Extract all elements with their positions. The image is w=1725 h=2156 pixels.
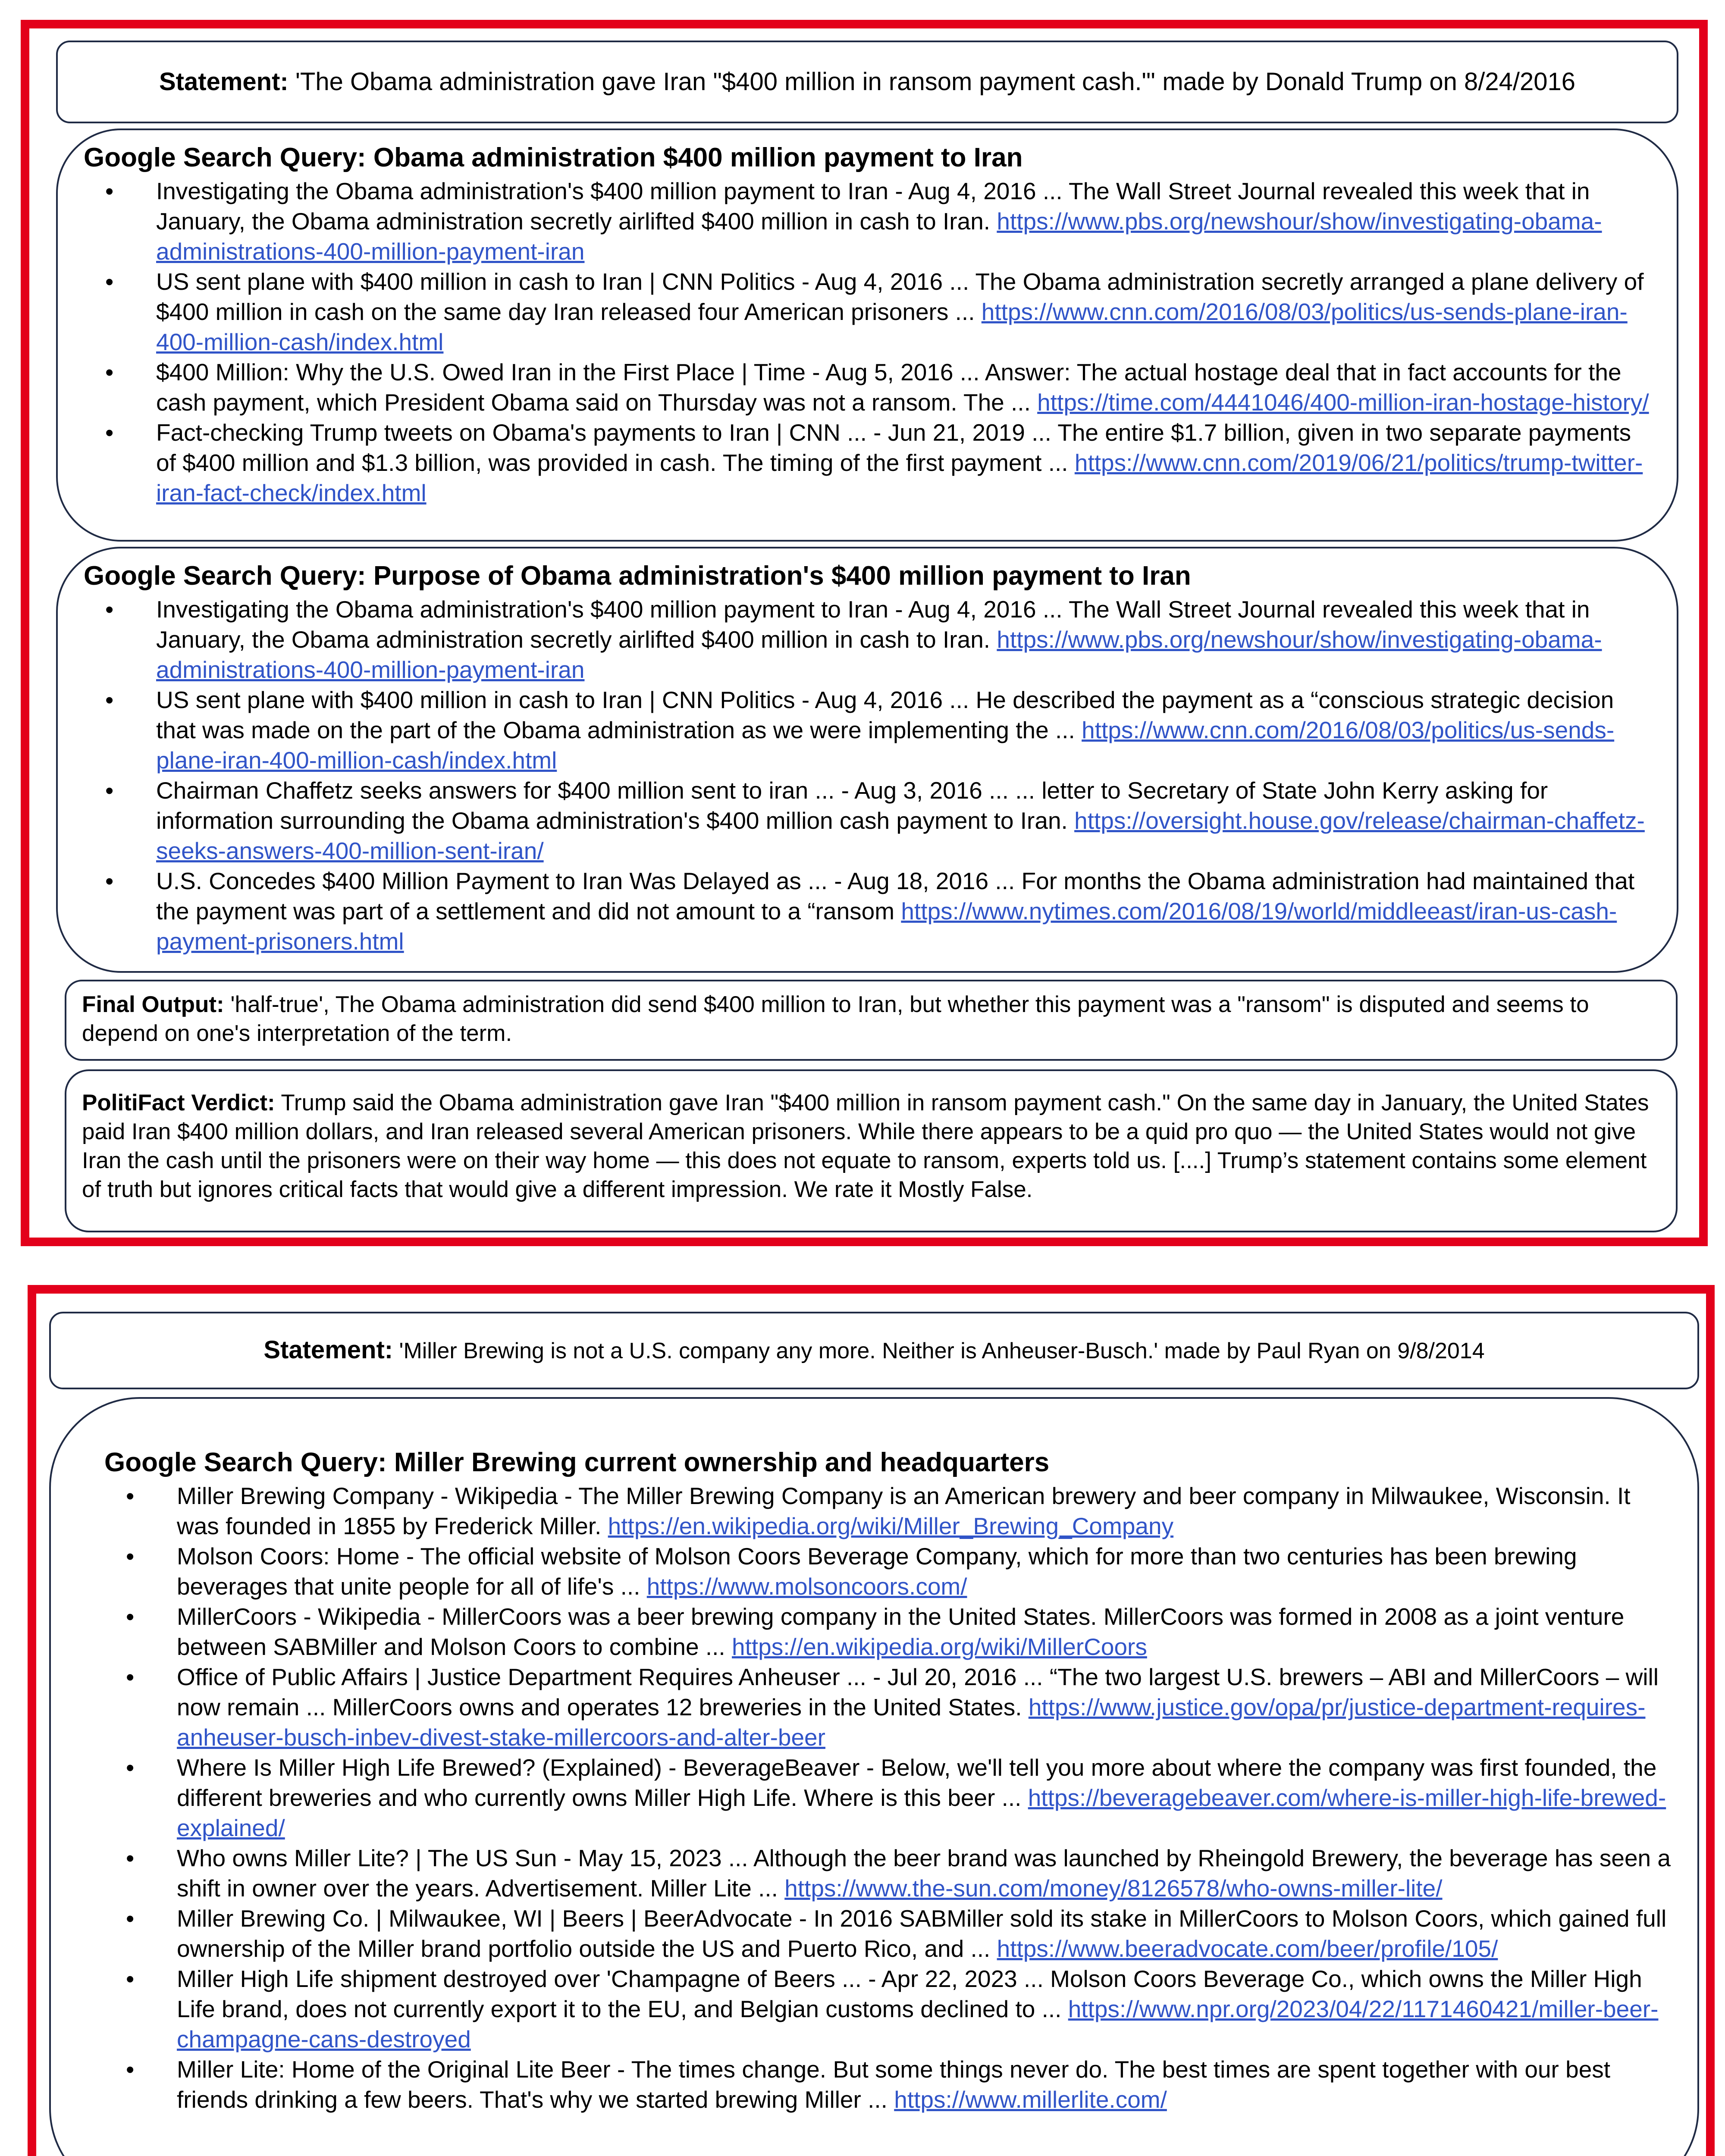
search-result bbox=[104, 2054, 1672, 2115]
result-snippet: Office of Public Affairs | Justice Department Requires Anheuser ... - Jul 20, 2016 ... “The two largest U.S. brewers – ABI and MillerCoors – will now remain ... MillerCoors owns and operates 12 breweries in the United States. bbox=[177, 1664, 1659, 1720]
statement-label: Statement: bbox=[263, 1336, 393, 1364]
result-link[interactable]: https://www.molsoncoors.com/ bbox=[646, 1573, 967, 1600]
search-result bbox=[84, 685, 1651, 775]
search-result bbox=[84, 176, 1651, 266]
bullet-icon: • bbox=[105, 686, 114, 713]
search-result bbox=[104, 1601, 1672, 1662]
bullet-icon: • bbox=[105, 268, 114, 295]
bullet-icon: • bbox=[126, 1754, 135, 1781]
search-result bbox=[104, 1752, 1672, 1843]
result-snippet: Molson Coors: Home - The official website of Molson Coors Beverage Company, which for more than two centuries has been brewing beverages that unite people for all of life's ... bbox=[177, 1543, 1577, 1600]
result-link[interactable]: https://oversight.house.gov/release/chairman-chaffetz-seeks-answers-400-million-sent-iran/ bbox=[156, 807, 1645, 864]
politifact-verdict-box-1 bbox=[65, 1069, 1678, 1232]
result-link[interactable]: https://en.wikipedia.org/wiki/MillerCoors bbox=[732, 1633, 1147, 1660]
fact-check-panel-1 bbox=[21, 20, 1708, 1246]
result-snippet: Fact-checking Trump tweets on Obama's payments to Iran | CNN ... - Jun 21, 2019 ... The entire $1.7 billion, given in two separate payments of $400 million and $1.3 billion, was provided in cash. The timing of the first payment ... bbox=[156, 419, 1631, 476]
search-result bbox=[104, 1843, 1672, 1903]
search-result bbox=[84, 775, 1651, 866]
statement-content: 'Miller Brewing is not a U.S. company any more. Neither is Anheuser-Busch.' made by Paul Ryan on 9/8/2014 bbox=[393, 1338, 1485, 1363]
statement-content: 'The Obama administration gave Iran "$400 million in ransom payment cash."' made by Donald Trump on 8/24/2016 bbox=[295, 68, 1575, 96]
statement-text-2 bbox=[263, 1334, 1484, 1367]
search-result bbox=[84, 594, 1651, 685]
bullet-icon: • bbox=[105, 868, 114, 894]
result-snippet: US sent plane with $400 million in cash to Iran | CNN Politics - Aug 4, 2016 ... The Obama administration secretly arranged a plane delivery of $400 million in cash on the same day Iran released four American prisoners ... bbox=[156, 268, 1644, 325]
search-result bbox=[104, 1662, 1672, 1752]
result-snippet: U.S. Concedes $400 Million Payment to Iran Was Delayed as ... - Aug 18, 2016 ... For months the Obama administration had maintained that the payment was part of a settlement and did not amount to a “ransom bbox=[156, 868, 1635, 924]
result-link[interactable]: https://www.justice.gov/opa/pr/justice-department-requires-anheuser-busch-inbev-divest-stake-millercoors-and-alter-beer bbox=[177, 1694, 1646, 1751]
result-snippet: $400 Million: Why the U.S. Owed Iran in the First Place | Time - Aug 5, 2016 ... Answer: The actual hostage deal that in fact accounts for the cash payment, which President Obama said on Thursday was not a ransom. The ... bbox=[156, 359, 1622, 416]
statement-text-1 bbox=[159, 66, 1575, 98]
result-snippet: US sent plane with $400 million in cash to Iran | CNN Politics - Aug 4, 2016 ... He described the payment as a “conscious strategic decision that was made on the part of the Obama administration as we were implementing the ... bbox=[156, 686, 1614, 743]
statement-label: Statement: bbox=[159, 68, 289, 96]
result-link[interactable]: https://www.the-sun.com/money/8126578/who-owns-miller-lite/ bbox=[784, 1875, 1443, 1902]
verdict-text: Trump said the Obama administration gave Iran "$400 million in ransom payment cash." On the same day in January, the United States paid Iran $400 million dollars, and Iran released several American prisoners. While there appears to be a quid pro quo — the United States would not give Iran the cash until the prisoners were on their way home — this does not equate to ransom, experts told us. [....] Trump’s statement contains some element of truth but ignores critical facts that would give a different impression. We rate it Mostly False. bbox=[82, 1090, 1649, 1202]
query-label: Google Search Query: bbox=[104, 1448, 387, 1477]
bullet-icon: • bbox=[105, 359, 114, 385]
search-result bbox=[104, 1903, 1672, 1964]
query-text: Miller Brewing current ownership and headquarters bbox=[394, 1448, 1050, 1477]
result-snippet: Miller Lite: Home of the Original Lite Beer - The times change. But some things never do. The best times are spent together with our best friends drinking a few beers. That's why we started brewing Miller ... bbox=[177, 2056, 1611, 2113]
statement-box-1 bbox=[56, 41, 1678, 123]
final-output-box-1 bbox=[65, 980, 1678, 1061]
result-link[interactable]: https://www.cnn.com/2016/08/03/politics/us-sends-plane-iran-400-million-cash/index.html bbox=[156, 717, 1615, 774]
result-link[interactable]: https://en.wikipedia.org/wiki/Miller_Brewing_Company bbox=[608, 1513, 1174, 1539]
query-heading bbox=[104, 1447, 1672, 1478]
result-snippet: Miller Brewing Company - Wikipedia - The Miller Brewing Company is an American brewery and beer company in Milwaukee, Wisconsin. It was founded in 1855 by Frederick Miller. bbox=[177, 1482, 1631, 1539]
query-heading bbox=[84, 561, 1651, 592]
bullet-icon: • bbox=[105, 777, 114, 804]
result-link[interactable]: https://www.pbs.org/newshour/show/investigating-obama-administrations-400-million-payment-iran bbox=[156, 208, 1602, 265]
result-snippet: Investigating the Obama administration's $400 million payment to Iran - Aug 4, 2016 ... The Wall Street Journal revealed this week that in January, the Obama administration secretly airlifted $400 million in cash to Iran. bbox=[156, 178, 1590, 235]
result-link[interactable]: https://www.millerlite.com/ bbox=[894, 2086, 1167, 2113]
result-link[interactable]: https://www.cnn.com/2019/06/21/politics/trump-twitter-iran-fact-check/index.html bbox=[156, 449, 1643, 506]
result-link[interactable]: https://www.cnn.com/2016/08/03/politics/us-sends-plane-iran-400-million-cash/index.html bbox=[156, 298, 1628, 355]
search-result bbox=[104, 1541, 1672, 1601]
result-snippet: Who owns Miller Lite? | The US Sun - May 15, 2023 ... Although the beer brand was launched by Rheingold Brewery, the beverage has seen a shift in owner over the years. Advertisement. Miller Lite ... bbox=[177, 1845, 1671, 1902]
result-snippet: Where Is Miller High Life Brewed? (Explained) - BeverageBeaver - Below, we'll tell you more about where the company was first founded, the different breweries and who currently owns Miller High Life. Where is this beer ... bbox=[177, 1754, 1657, 1811]
search-query-box-1 bbox=[56, 128, 1678, 542]
result-snippet: MillerCoors - Wikipedia - MillerCoors was a beer brewing company in the United States. MillerCoors was formed in 2008 as a joint venture between SABMiller and Molson Coors to combine ... bbox=[177, 1603, 1625, 1660]
search-result bbox=[84, 866, 1651, 956]
result-link[interactable]: https://www.npr.org/2023/04/22/1171460421/miller-beer-champagne-cans-destroyed bbox=[177, 1996, 1659, 2053]
search-result bbox=[104, 1964, 1672, 2054]
final-output-label: Final Output: bbox=[82, 992, 224, 1017]
bullet-icon: • bbox=[126, 1603, 135, 1630]
search-result bbox=[104, 1481, 1672, 1541]
search-result bbox=[84, 357, 1651, 417]
search-query-box-3 bbox=[49, 1397, 1699, 2156]
search-results bbox=[84, 176, 1651, 508]
final-output-text: 'half-true', The Obama administration did send $400 million to Iran, but whether this payment was a "ransom" is disputed and seems to depend on one's interpretation of the term. bbox=[82, 992, 1589, 1046]
search-results bbox=[104, 1481, 1672, 2115]
result-link[interactable]: https://beveragebeaver.com/where-is-miller-high-life-brewed-explained/ bbox=[177, 1784, 1666, 1841]
bullet-icon: • bbox=[126, 1664, 135, 1690]
bullet-icon: • bbox=[126, 2056, 135, 2083]
search-query-box-2 bbox=[56, 547, 1678, 973]
query-heading bbox=[84, 142, 1651, 173]
bullet-icon: • bbox=[105, 596, 114, 623]
result-snippet: Chairman Chaffetz seeks answers for $400 million sent to iran ... - Aug 3, 2016 ... ... letter to Secretary of State John Kerry asking for information surrounding the Obama administration's $400 million cash payment to Iran. bbox=[156, 777, 1548, 834]
query-text: Purpose of Obama administration's $400 million payment to Iran bbox=[373, 561, 1191, 591]
search-result bbox=[84, 266, 1651, 357]
result-snippet: Miller Brewing Co. | Milwaukee, WI | Beers | BeerAdvocate - In 2016 SABMiller sold its stake in MillerCoors to Molson Coors, which gained full ownership of the Miller brand portfolio outside the US and Puerto Rico, and ... bbox=[177, 1905, 1667, 1962]
result-snippet: Miller High Life shipment destroyed over 'Champagne of Beers ... - Apr 22, 2023 ... Molson Coors Beverage Co., which owns the Miller High Life brand, does not currently export it to the EU, and Belgian customs declined to ... bbox=[177, 1965, 1642, 2022]
bullet-icon: • bbox=[126, 1482, 135, 1509]
bullet-icon: • bbox=[126, 1543, 135, 1570]
result-snippet: Investigating the Obama administration's $400 million payment to Iran - Aug 4, 2016 ... The Wall Street Journal revealed this week that in January, the Obama administration secretly airlifted $400 million in cash to Iran. bbox=[156, 596, 1590, 653]
bullet-icon: • bbox=[126, 1965, 135, 1992]
bullet-icon: • bbox=[126, 1845, 135, 1871]
search-results bbox=[84, 594, 1651, 956]
verdict-label: PolitiFact Verdict: bbox=[82, 1090, 275, 1116]
fact-check-panel-2 bbox=[28, 1285, 1715, 2156]
statement-box-2 bbox=[49, 1312, 1699, 1389]
search-result bbox=[84, 417, 1651, 508]
query-text: Obama administration $400 million payment to Iran bbox=[373, 143, 1023, 172]
bullet-icon: • bbox=[126, 1905, 135, 1932]
query-label: Google Search Query: bbox=[84, 561, 366, 591]
result-link[interactable]: https://www.nytimes.com/2016/08/19/world/middleeast/iran-us-cash-payment-prisoners.html bbox=[156, 898, 1617, 955]
query-label: Google Search Query: bbox=[84, 143, 366, 172]
bullet-icon: • bbox=[105, 178, 114, 204]
result-link[interactable]: https://www.pbs.org/newshour/show/investigating-obama-administrations-400-million-payment-iran bbox=[156, 626, 1602, 683]
bullet-icon: • bbox=[105, 419, 114, 446]
result-link[interactable]: https://www.beeradvocate.com/beer/profile/105/ bbox=[997, 1935, 1498, 1962]
result-link[interactable]: https://time.com/4441046/400-million-iran-hostage-history/ bbox=[1037, 389, 1649, 416]
